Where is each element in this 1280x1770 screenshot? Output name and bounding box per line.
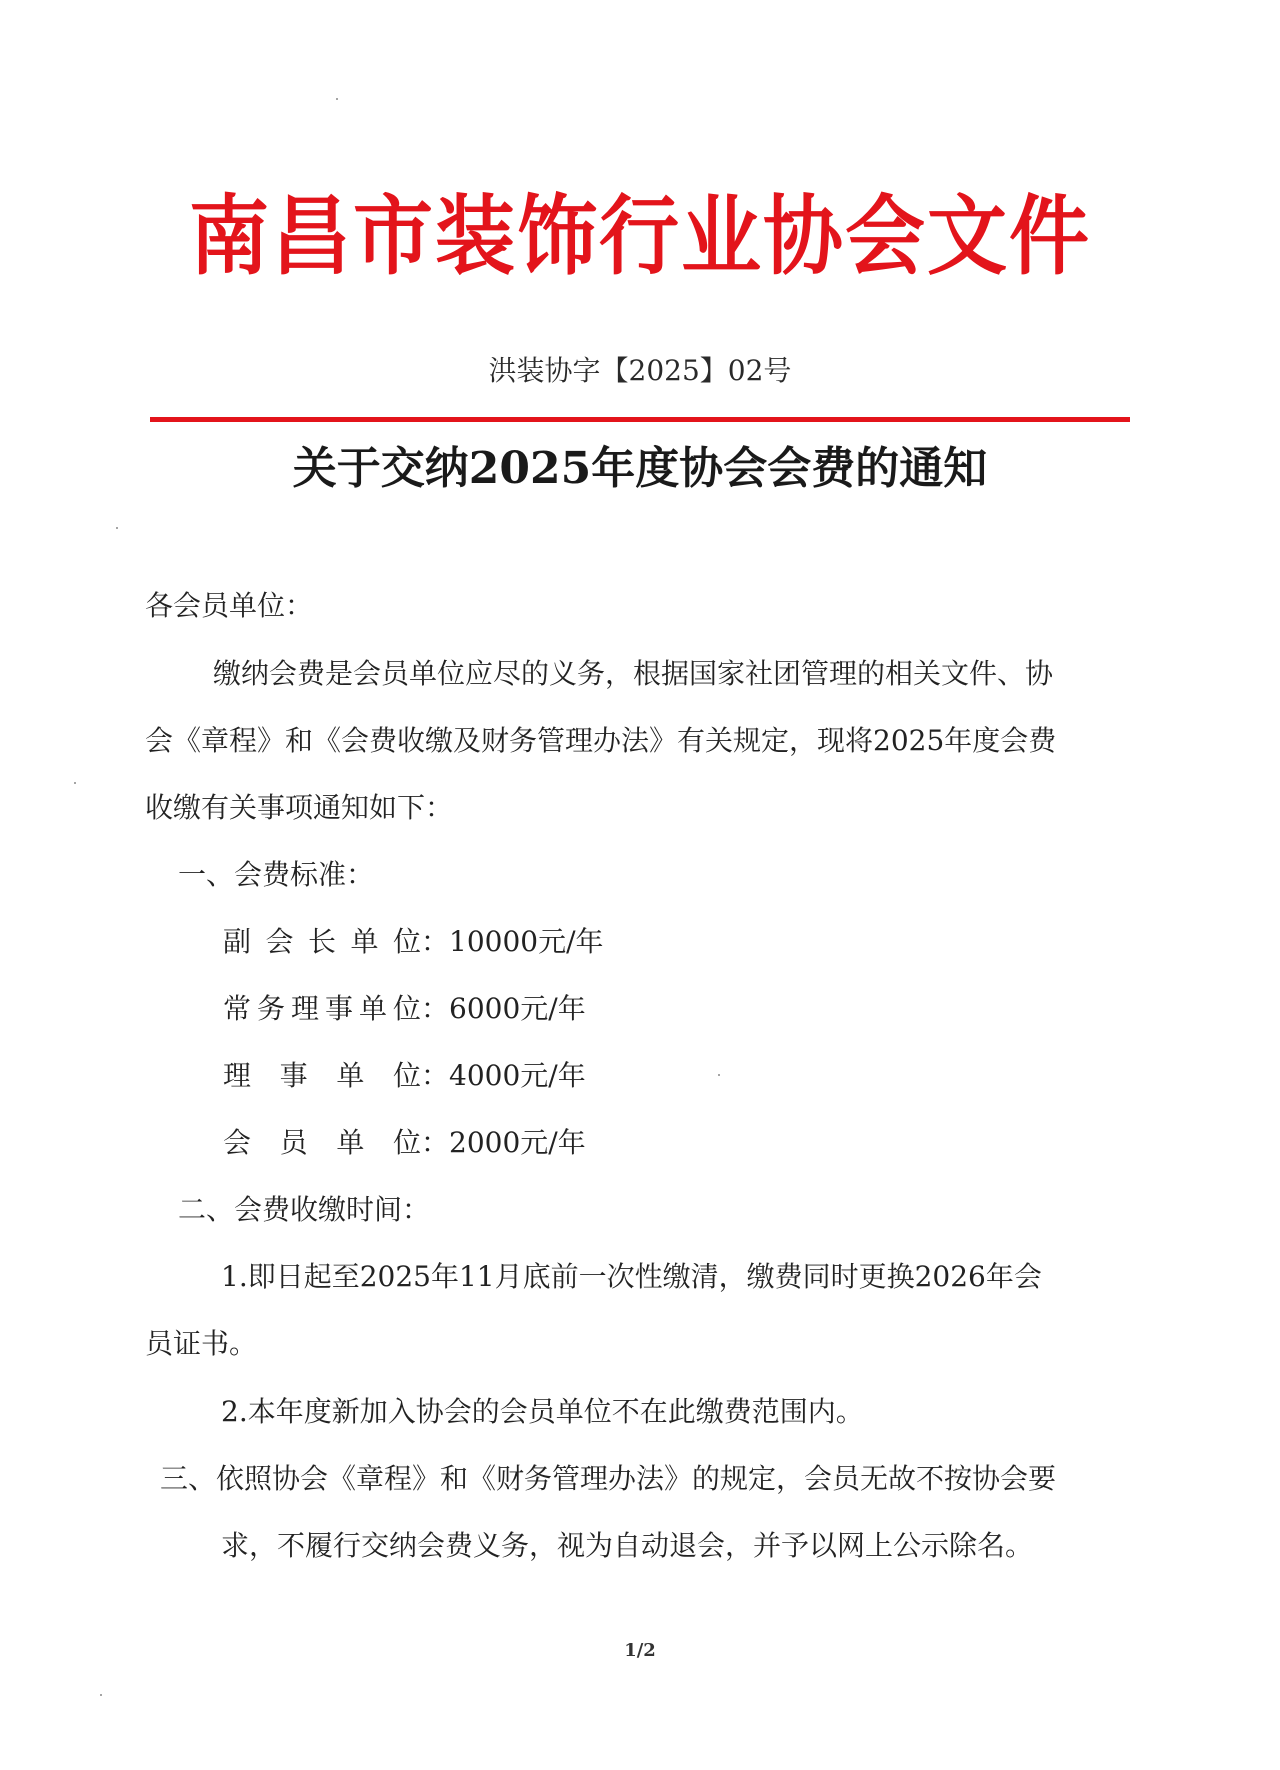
section-2-item-1-line-2: 员证书。	[145, 1327, 258, 1360]
intro-line-3: 收缴有关事项通知如下：	[145, 791, 454, 824]
fee-label	[223, 1059, 421, 1092]
scan-speck	[718, 1074, 720, 1076]
scan-speck	[336, 98, 338, 100]
page-number: 1/2	[624, 1640, 656, 1661]
fee-label-text: 副 会 长 单 位	[223, 925, 421, 958]
fee-row-director	[223, 1059, 586, 1092]
intro-line-2: 会《章程》和《会费收缴及财务管理办法》有关规定，现将2025年度会费	[145, 724, 1057, 757]
fee-value: ：10000元/年	[421, 925, 604, 958]
org-header-title: 南昌市装饰行业协会文件	[189, 185, 1091, 287]
fee-row-standing-director	[223, 992, 586, 1025]
fee-label	[223, 992, 421, 1025]
fee-label-text: 理 事 单 位	[223, 1059, 421, 1092]
section-3-line-2: 求，不履行交纳会费义务，视为自动退会，并予以网上公示除名。	[221, 1529, 1034, 1562]
scan-speck	[116, 527, 118, 529]
fee-label-text: 会 员 单 位	[223, 1126, 421, 1159]
fee-value: ：2000元/年	[421, 1126, 586, 1159]
red-divider-line	[150, 417, 1130, 422]
section-3-line-1: 三、依照协会《章程》和《财务管理办法》的规定，会员无故不按协会要	[160, 1462, 1057, 1495]
section-2-item-1-line-1: 1.即日起至2025年11月底前一次性缴清，缴费同时更换2026年会	[221, 1260, 1042, 1293]
fee-row-member	[223, 1126, 586, 1159]
notice-title: 关于交纳2025年度协会会费的通知	[292, 443, 988, 494]
document-number: 洪装协字【2025】02号	[488, 354, 792, 387]
fee-label	[223, 1126, 421, 1159]
fee-label-text: 常 务 理 事 单 位	[223, 992, 421, 1025]
fee-row-vice-president	[223, 925, 604, 958]
fee-value: ：4000元/年	[421, 1059, 586, 1092]
fee-value: ：6000元/年	[421, 992, 586, 1025]
section-2-heading: 二、会费收缴时间：	[178, 1193, 431, 1226]
fee-label	[223, 925, 421, 958]
scan-speck	[100, 1694, 102, 1696]
scan-speck	[74, 782, 76, 784]
section-2-item-2: 2.本年度新加入协会的会员单位不在此缴费范围内。	[221, 1395, 864, 1428]
section-1-heading: 一、会费标准：	[178, 858, 375, 891]
salutation: 各会员单位：	[145, 589, 314, 622]
intro-line-1: 缴纳会费是会员单位应尽的义务，根据国家社团管理的相关文件、协	[213, 657, 1054, 690]
